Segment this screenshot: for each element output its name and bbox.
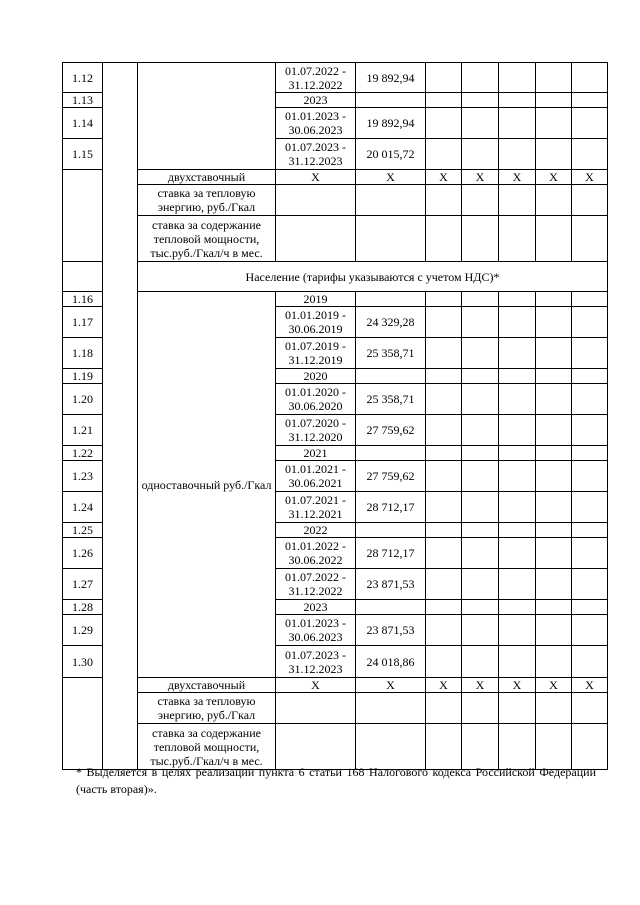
row-number: 1.21 — [63, 415, 103, 446]
x-mark: Х — [536, 678, 572, 693]
footnote: * Выделяется в целях реализации пункта 6 статьи 168 Налогового кодекса Российской Федерации (часть вторая)». — [76, 765, 596, 796]
year-cell: 2019 — [276, 292, 356, 307]
year-cell: 2023 — [276, 93, 356, 108]
empty-type-cell — [138, 63, 276, 170]
row-number: 1.19 — [63, 369, 103, 384]
table-row — [63, 63, 608, 93]
table-row — [63, 292, 608, 307]
empty-number-cell — [63, 262, 103, 292]
row-number: 1.17 — [63, 307, 103, 338]
period-cell: 01.07.2023 - 31.12.2023 — [276, 646, 356, 678]
period-cell: 01.07.2023 - 31.12.2023 — [276, 139, 356, 170]
period-cell: 01.01.2023 - 30.06.2023 — [276, 108, 356, 139]
x-mark: Х — [536, 170, 572, 185]
x-mark: Х — [499, 678, 536, 693]
x-mark: Х — [276, 170, 356, 185]
value-cell: 27 759,62 — [356, 461, 426, 492]
value-cell: 19 892,94 — [356, 63, 426, 93]
period-cell: 01.07.2019 - 31.12.2019 — [276, 338, 356, 369]
two-part-label: двухставочный — [138, 170, 276, 185]
row-number: 1.26 — [63, 538, 103, 569]
x-mark: Х — [426, 678, 462, 693]
year-cell: 2020 — [276, 369, 356, 384]
heat-rate-row — [63, 185, 608, 216]
value-cell: 23 871,53 — [356, 615, 426, 646]
value-cell — [356, 523, 426, 538]
row-number: 1.30 — [63, 646, 103, 678]
value-cell: 25 358,71 — [356, 338, 426, 369]
two-part-row — [63, 678, 608, 693]
row-number: 1.25 — [63, 523, 103, 538]
two-part-row — [63, 170, 608, 185]
capacity-rate-label: ставка за содержание тепловой мощности, тыс.руб./Гкал/ч в мес. — [138, 724, 276, 770]
value-cell: 24 018,86 — [356, 646, 426, 678]
two-part-label: двухставочный — [138, 678, 276, 693]
value-cell: 27 759,62 — [356, 415, 426, 446]
period-cell: 01.07.2022 - 31.12.2022 — [276, 569, 356, 600]
value-cell: 19 892,94 — [356, 108, 426, 139]
period-cell: 01.07.2021 - 31.12.2021 — [276, 492, 356, 523]
value-cell: 25 358,71 — [356, 384, 426, 415]
x-mark: Х — [462, 678, 499, 693]
heat-rate-row — [63, 693, 608, 724]
x-mark: Х — [356, 678, 426, 693]
value-cell: 24 329,28 — [356, 307, 426, 338]
value-cell — [356, 600, 426, 615]
value-cell — [356, 446, 426, 461]
row-number: 1.18 — [63, 338, 103, 369]
value-cell: 20 015,72 — [356, 139, 426, 170]
population-header: Население (тарифы указываются с учетом НДС)* — [138, 262, 608, 292]
section-row — [63, 262, 608, 292]
x-mark: Х — [572, 170, 608, 185]
value-cell: 28 712,17 — [356, 492, 426, 523]
value-cell — [356, 93, 426, 108]
heat-rate-label: ставка за тепловую энергию, руб./Гкал — [138, 693, 276, 724]
period-cell: 01.01.2023 - 30.06.2023 — [276, 615, 356, 646]
heat-rate-label: ставка за тепловую энергию, руб./Гкал — [138, 185, 276, 216]
x-mark: Х — [356, 170, 426, 185]
one-part-label: одноставочный руб./Гкал — [138, 292, 276, 678]
row-number: 1.28 — [63, 600, 103, 615]
x-mark: Х — [426, 170, 462, 185]
blank-column-cell — [103, 63, 138, 770]
value-cell — [356, 369, 426, 384]
x-mark: Х — [276, 678, 356, 693]
row-number: 1.13 — [63, 93, 103, 108]
value-cell: 28 712,17 — [356, 538, 426, 569]
row-number: 1.24 — [63, 492, 103, 523]
period-cell: 01.01.2021 - 30.06.2021 — [276, 461, 356, 492]
x-mark: Х — [572, 678, 608, 693]
period-cell: 01.07.2022 - 31.12.2022 — [276, 63, 356, 93]
value-cell — [356, 292, 426, 307]
period-cell: 01.07.2020 - 31.12.2020 — [276, 415, 356, 446]
row-number: 1.14 — [63, 108, 103, 139]
row-number: 1.27 — [63, 569, 103, 600]
row-number: 1.22 — [63, 446, 103, 461]
x-mark: Х — [499, 170, 536, 185]
year-cell: 2021 — [276, 446, 356, 461]
empty-number-cell — [63, 678, 103, 770]
year-cell: 2022 — [276, 523, 356, 538]
capacity-rate-row — [63, 216, 608, 262]
capacity-rate-row — [63, 724, 608, 770]
capacity-rate-label: ставка за содержание тепловой мощности, тыс.руб./Гкал/ч в мес. — [138, 216, 276, 262]
row-number: 1.12 — [63, 63, 103, 93]
year-cell: 2023 — [276, 600, 356, 615]
x-mark: Х — [462, 170, 499, 185]
empty-number-cell — [63, 170, 103, 262]
tariff-table — [62, 62, 608, 770]
period-cell: 01.01.2022 - 30.06.2022 — [276, 538, 356, 569]
row-number: 1.20 — [63, 384, 103, 415]
row-number: 1.23 — [63, 461, 103, 492]
row-number: 1.16 — [63, 292, 103, 307]
row-number: 1.29 — [63, 615, 103, 646]
value-cell: 23 871,53 — [356, 569, 426, 600]
period-cell: 01.01.2020 - 30.06.2020 — [276, 384, 356, 415]
row-number: 1.15 — [63, 139, 103, 170]
period-cell: 01.01.2019 - 30.06.2019 — [276, 307, 356, 338]
